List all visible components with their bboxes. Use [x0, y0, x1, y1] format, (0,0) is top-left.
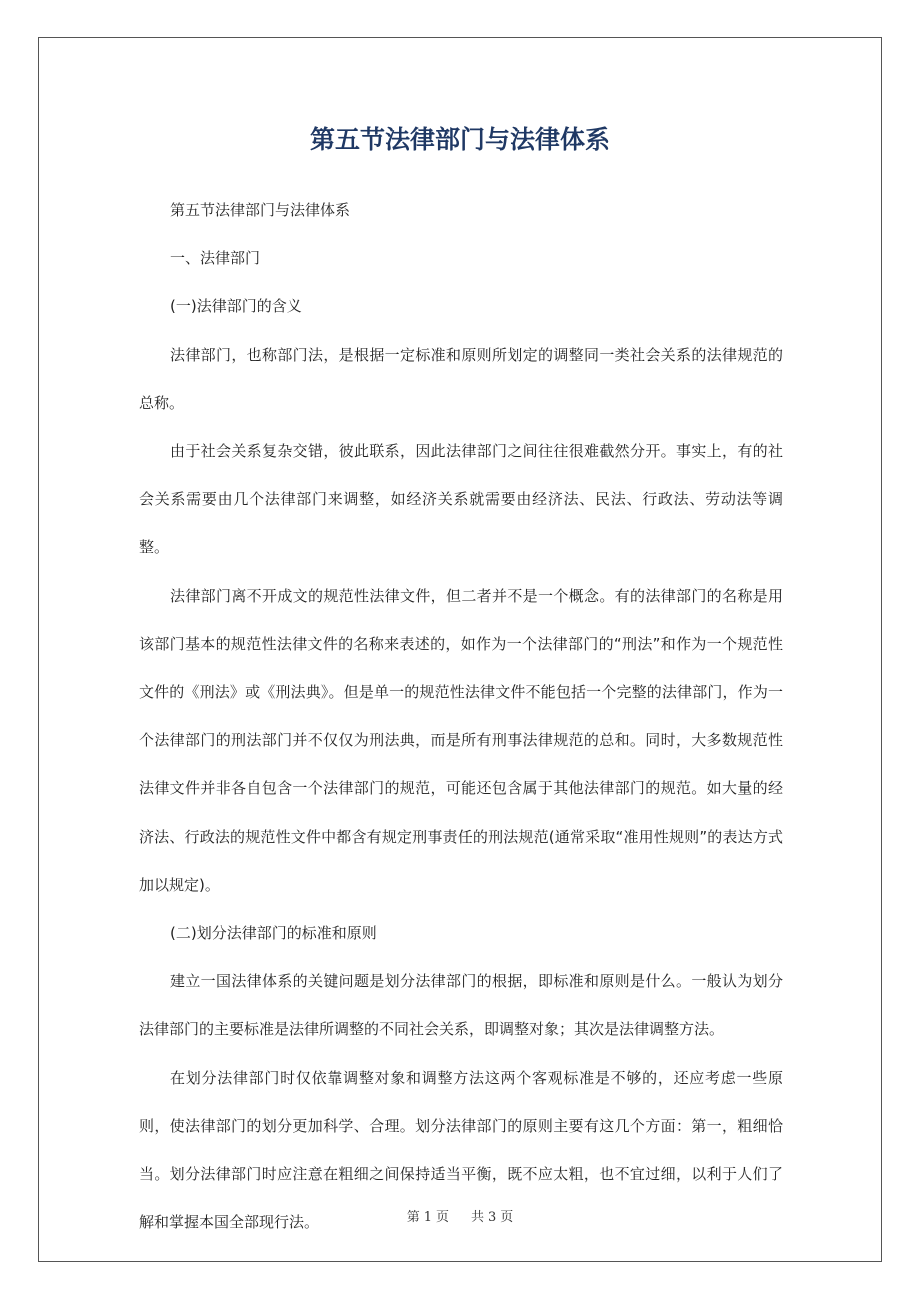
paragraph-definition: 法律部门，也称部门法，是根据一定标准和原则所划定的调整同一类社会关系的法律规范的总称。 [139, 345, 783, 412]
total-pages-number: 3 [488, 1210, 497, 1225]
document-title: 第五节法律部门与法律体系 [309, 125, 610, 154]
paragraph-division-principles: 在划分法律部门时仅依靠调整对象和调整方法这两个客观标准是不够的，还应考虑一些原则，使法律部门的划分更加科学、合理。划分法律部门的原则主要有这几个方面：第一，粗细恰当。划分法律部门时应注意在粗细之间保持适当平衡，既不应太粗，也不宜过细，以利于人们了解和掌握本国全部现行法。 [139, 1068, 783, 1232]
paragraph-legal-documents: 法律部门离不开成文的规范性法律文件，但二者并不是一个概念。有的法律部门的名称是用该部门基本的规范性法律文件的名称来表述的，如作为一个法律部门的“刑法”和作为一个规范性文件的《刑法》或《刑法典》。但是单一的规范性法律文件不能包括一个完整的法律部门，作为一个法律部门的刑法部门并不仅仅为刑法典，而是所有刑事法律规范的总和。同时，大多数规范性法律文件并非各自包含一个法律部门的规范，可能还包含属于其他法律部门的规范。如大量的经济法、行政法的规范性文件中都含有规定刑事责任的刑法规范(通常采取“准用性规则”的表达方式加以规定)。 [139, 586, 783, 894]
subsection-heading-2: (二)划分法律部门的标准和原则 [170, 924, 377, 943]
page-suffix: 页 [435, 1210, 449, 1225]
total-suffix: 页 [500, 1210, 514, 1225]
current-page-number: 1 [423, 1210, 432, 1225]
section-heading-1: 一、法律部门 [170, 249, 261, 268]
page-footer [0, 1206, 920, 1225]
document-body [139, 186, 783, 1246]
paragraph-heading: 第五节法律部门与法律体系 [170, 201, 351, 219]
paragraph-division-standard: 建立一国法律体系的关键问题是划分法律部门的根据，即标准和原则是什么。一般认为划分法律部门的主要标准是法律所调整的不同社会关系，即调整对象；其次是法律调整方法。 [139, 972, 783, 1039]
paragraph-social-relations: 由于社会关系复杂交错，彼此联系，因此法律部门之间往往很难截然分开。事实上，有的社会关系需要由几个法律部门来调整，如经济关系就需要由经济法、民法、行政法、劳动法等调整。 [139, 442, 783, 557]
total-prefix: 共 [471, 1210, 485, 1225]
subsection-heading-1: (一)法律部门的含义 [170, 297, 302, 316]
page-prefix: 第 [406, 1210, 420, 1225]
